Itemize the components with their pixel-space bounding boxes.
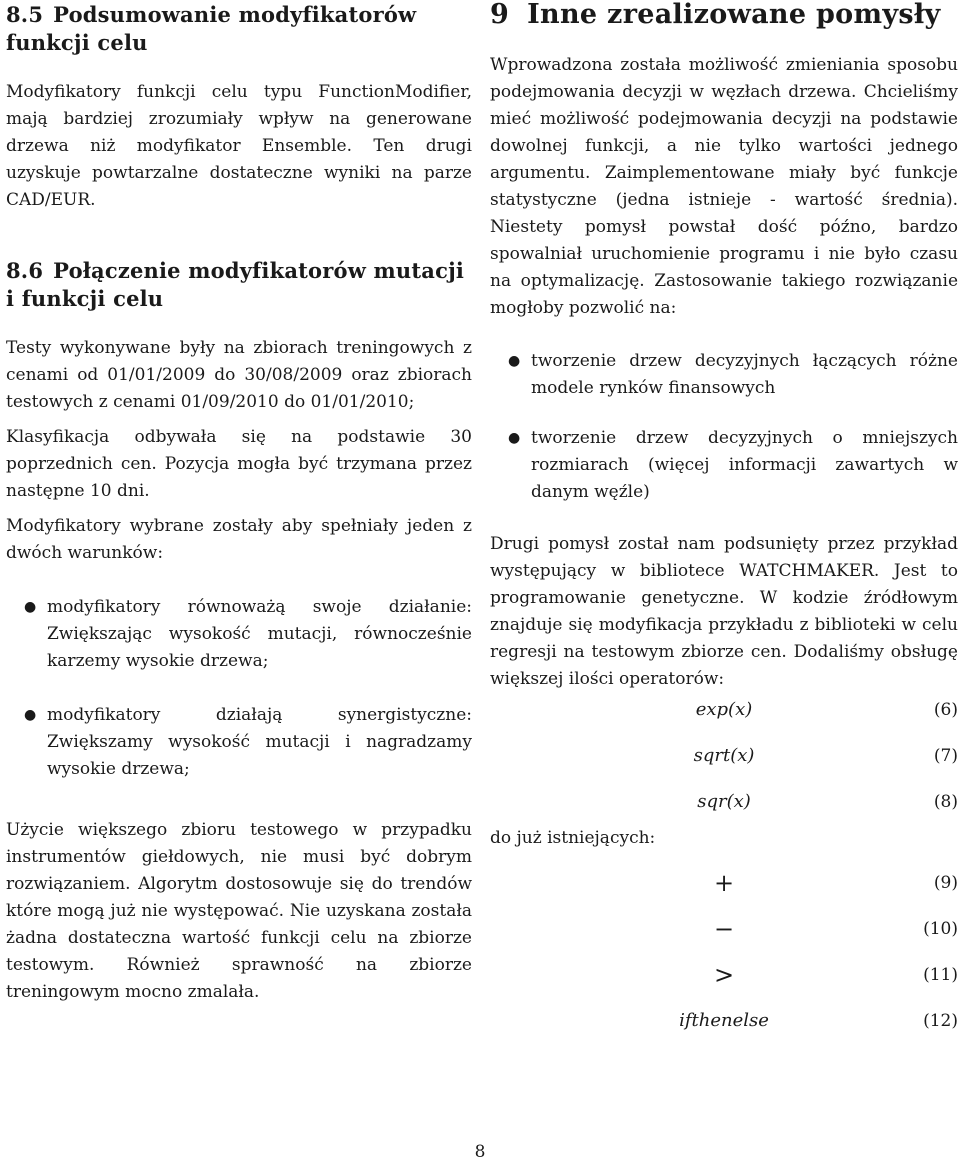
list-item <box>6 702 472 783</box>
equation <box>490 695 958 741</box>
equation-number: (11) <box>923 965 958 985</box>
equations-existing-operators <box>490 868 958 1052</box>
left-column <box>6 0 472 1006</box>
page-number: 8 <box>474 1142 486 1162</box>
paragraph-decision-nodes: Wprowadzona została możliwość zmieniania sposobu podejmowania decyzji w węzłach drzewa. Chcieliśmy mieć możliwość podejmowania decyzji na podstawie dowolnej funkcji, a nie tylko wartości jednego argumentu. Zaimplementowane miały być funkcje statystyczne (jedna istnieje - wartość średnia). Niestety pomysł powstał dość późno, bardzo spowalniał uruchomienie programu i nie było czasu na optymalizację. Zastosowanie takiego rozwiązanie mogłoby pozwolić na: <box>490 55 958 318</box>
paragraph-modifiers-conditions: Modyfikatory wybrane zostały aby spełniały jeden z dwóch warunków: <box>6 516 472 563</box>
equations-new-operators <box>490 695 958 833</box>
list-item <box>490 425 958 506</box>
equation <box>490 741 958 787</box>
equation <box>490 787 958 833</box>
equation-expression: exp(x) <box>695 699 753 720</box>
equation-expression: ifthenelse <box>679 1010 769 1031</box>
right-column <box>490 0 958 1052</box>
list-item <box>6 594 472 675</box>
chapter-number: 9 <box>490 0 510 30</box>
paragraph-existing-operators: do już istniejących: <box>490 828 656 848</box>
equation-number: (6) <box>933 700 958 720</box>
equation <box>490 1006 958 1052</box>
paragraph-conclusion: Użycie większego zbioru testowego w przypadku instrumentów giełdowych, nie musi być dobrym rozwiązaniem. Algorytm dostosowuje się do trendów które mogą już nie występować. Nie uzyskana została żadna dostateczna wartość funkcji celu na zbiorze testowym. Również sprawność na zbiorze treningowym mocno zmalała. <box>6 820 472 1002</box>
equation-expression: + <box>713 869 735 897</box>
bullet-icon: ● <box>508 430 521 446</box>
equation <box>490 868 958 914</box>
equation-number: (9) <box>933 873 958 893</box>
chapter-heading-9 <box>490 0 958 30</box>
equation-number: (12) <box>923 1011 958 1031</box>
equation-expression: − <box>713 915 735 943</box>
bullet-icon: ● <box>24 707 37 723</box>
equation <box>490 960 958 1006</box>
paragraph-genetic-programming: Drugi pomysł został nam podsunięty przez przykład występujący w bibliotece WATCHMAKER. Jest to programowanie genetyczne. W kodzie źródłowym znajduje się modyfikacja przykładu z biblioteki w celu regresji na testowym zbiorze cen. Dodaliśmy obsługę większej ilości operatorów: <box>490 534 958 689</box>
list-item-text: tworzenie drzew decyzyjnych łączących różne modele rynków finansowych <box>531 351 958 398</box>
equation-number: (7) <box>933 746 958 766</box>
benefits-list <box>490 348 958 506</box>
chapter-title: Inne zrealizowane pomysły <box>527 0 941 30</box>
section-heading-8-6 <box>6 257 472 313</box>
equation-expression: > <box>713 961 735 989</box>
equation-expression: sqrt(x) <box>693 745 755 766</box>
section-title: Podsumowanie modyfikatorów funkcji celu <box>6 2 417 55</box>
list-item-text: modyfikatory działają synergistyczne: Zwiększamy wysokość mutacji i nagradzamy wysokie drzewa; <box>47 705 472 779</box>
equation-number: (8) <box>933 792 958 812</box>
section-number: 8.6 <box>6 258 44 283</box>
paragraph-classification: Klasyfikacja odbywała się na podstawie 30 poprzednich cen. Pozycja mogła być trzymana przez następne 10 dni. <box>6 427 472 501</box>
section-heading-8-5 <box>6 1 472 57</box>
conditions-list <box>6 594 472 783</box>
section-title: Połączenie modyfikatorów mutacji i funkcji celu <box>6 258 465 311</box>
bullet-icon: ● <box>24 599 37 615</box>
equation <box>490 914 958 960</box>
list-item-text: tworzenie drzew decyzyjnych o mniejszych rozmiarach (więcej informacji zawartych w danym węźle) <box>531 428 958 502</box>
equation-number: (10) <box>923 919 958 939</box>
bullet-icon: ● <box>508 353 521 369</box>
list-item <box>490 348 958 402</box>
list-item-text: modyfikatory równoważą swoje działanie: Zwiększając wysokość mutacji, równocześnie karzemy wysokie drzewa; <box>47 597 472 671</box>
paragraph-test-data: Testy wykonywane były na zbiorach treningowych z cenami od 01/01/2009 do 30/08/2009 oraz zbiorach testowych z cenami 01/09/2010 do 01/01/2010; <box>6 338 472 412</box>
paragraph-summary: Modyfikatory funkcji celu typu FunctionModifier, mają bardziej zrozumiały wpływ na generowane drzewa niż modyfikator Ensemble. Ten drugi uzyskuje powtarzalne dostateczne wyniki na parze CAD/EUR. <box>6 82 472 210</box>
equation-expression: sqr(x) <box>697 791 751 812</box>
section-number: 8.5 <box>6 2 44 27</box>
